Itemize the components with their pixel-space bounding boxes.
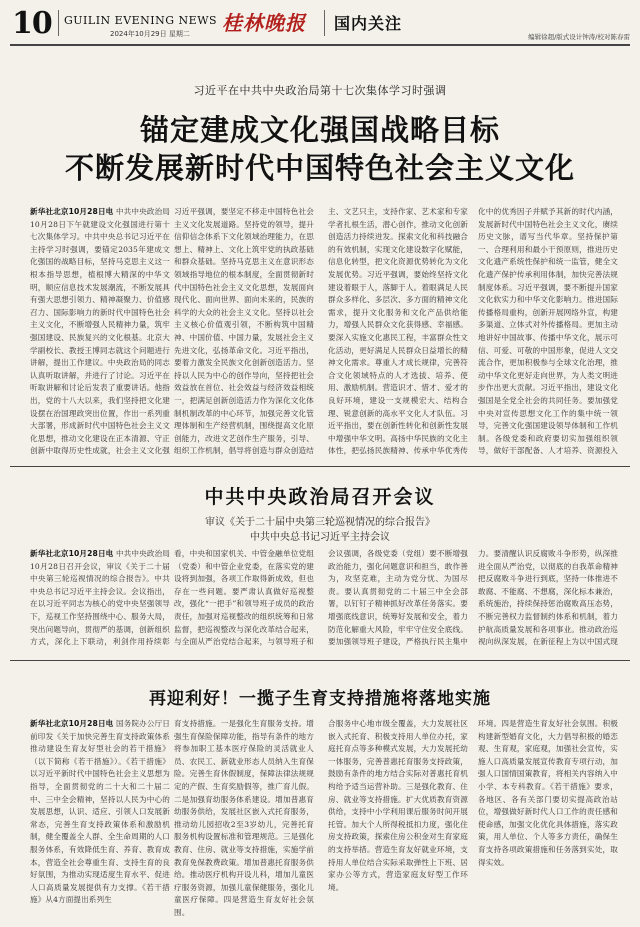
article2-text-3: 会议强调，各级党委（党组）要不断增强政治能力，强化问题意识和担当，敢作善为，攻坚克难，主动为党分忧、为国尽责。要认真贯彻党的二十届三中全会部署，以钉钉子精神抓好改革任务落实。要增强底线意识，统筹好发展和安全，着力防范化解重大风险，牢牢守住安全底线。要加强领导班子建设，严格执行民主集中 — [328, 549, 468, 647]
article2-headline: 中共中央政治局召开会议 — [204, 486, 436, 508]
article1-kicker: 习近平在中共中央政治局第十七次集体学习时强调 — [193, 84, 447, 97]
article2-subtitle-2: 中共中央总书记习近平主持会议 — [250, 532, 390, 543]
article3-column-3 — [328, 718, 468, 918]
article1-column-4 — [478, 206, 618, 456]
page-header — [0, 0, 640, 44]
article2-text-1: 中共中央政治局10月28日召开会议，审议《关于二十届中央第三轮巡视情况的综合报告》。中共中央总书记习近平主持会议。会议指出，在以习近平同志为核心的党中央坚强领导下，巡视工作坚持围绕中心、服务大局，突出问题导向，贯彻严的基调，创新组织方式，深化上下联动，利剑作用持续彰 — [30, 549, 170, 647]
article1-text-1: 中共中央政治局10月28日下午就建设文化强国进行第十七次集体学习。中共中央总书记习近平在主持学习时强调，要锚定2035年建成文化强国的战略目标，坚持马克思主义这一根本指导思想，植根博大精深的中华文明，顺应信息技术发展潮流，不断发展具有强大思想引领力、精神凝聚力、价值感召力、国际影响力的新时代中国特色社会主义文化，不断增强人民精神力量，筑牢强国建设、民族复兴的文化根基。北京大学副校长、教授王博同志就这个问题进行讲解，提出工作建议。中央政治局的同志认真听取讲解，并进行了讨论。习近平在听取讲解和讨论后发表了重要讲话。他指出，党的十八大以来，我们坚持把文化建设摆在治国理政突出位置，作出一系列重大部署，形成新时代中国特色社会主义文化思想，推动文化建设在正本清源、守正创新中取得历史性成就，社会主义文化强 — [30, 207, 170, 456]
article1-column-2 — [174, 206, 314, 456]
article3-column-4 — [478, 718, 618, 918]
article2-column-4 — [478, 548, 618, 648]
article2-column-2 — [174, 548, 314, 648]
article2-dateline: 新华社北京10月28日电 — [30, 549, 114, 558]
issue-date: 2024年10月29日 星期二 — [110, 30, 190, 38]
article1-dateline: 新华社北京10月28日电 — [30, 207, 114, 216]
article1-text-3: 主、文艺只主，支持作家、艺术家和专家学者扎根生活，潜心创作，推动文化创新创造活力持续迸发。探索文化和科技融合的有效机制，实现文化建设数字化赋能，信息化转型，把文化资源优势转化为文化发展优势。习近平强调，要始终坚持文化建设着眼于人，落脚于人。着眼满足人民群众多样化、多层次、多方面的精神文化需求，提升文化服务和文化产品供给能力，增强人民群众文化获得感、幸福感。要深入实施文化惠民工程，丰富群众性文化活动，更好满足人民群众日益增长的精神文化需求。尊重人才成长规律，完善符合文化领域特点的人才选拔、培养、使用、激励机制。营造识才、惜才、爱才的良好环境，建设一支规模宏大、结构合理、锐意创新的高水平文化人才队伍。习近平指出，要在创新性转化和创新性发展中增强中华文明。高扬中华民族的文化主体性，把弘扬民族精神、传承中华优秀传 — [328, 207, 468, 456]
article3-text-4: 环境。四是营造生育友好社会氛围。积极构建新型婚育文化，大力倡导积极的婚恋观、生育观，家庭观，加强社会宣传，实施人口高质量发展宣传教育专项行动，加强人口国情国策教育，将相关内容纳入中小学、本专科教育。《若干措施》要求，各地区、各有关部门要切实提高政治站位，增强做好新时代人口工作的责任感和使命感，加强文化优化具体措施，落实政策，用人单位、个人等多方责任，确保生育支持各项政策措施和任务落到实处，取得实效。 — [478, 719, 618, 867]
article2-subtitle-1: 审议《关于二十届中央第三轮巡视情况的综合报告》 — [205, 517, 435, 528]
editor-line: 编辑徐超/版式设计钟涛/校对陈春雷 — [528, 33, 630, 41]
header-rule — [10, 44, 630, 46]
article3-column-1 — [30, 718, 170, 918]
article3-column-2 — [174, 718, 314, 918]
article2-column-1 — [30, 548, 170, 648]
header-divider — [58, 10, 59, 36]
article1-headline-line1: 锚定建成文化强国战略目标 — [139, 113, 500, 147]
paper-name-en: GUILIN EVENING NEWS — [64, 14, 218, 27]
divider — [10, 466, 630, 467]
article3-dateline: 新华社北京10月28日电 — [30, 719, 114, 728]
article1-headline-line2: 不断发展新时代中国特色社会主义文化 — [64, 151, 575, 185]
section-title: 国内关注 — [334, 14, 403, 33]
article1-column-1 — [30, 206, 170, 456]
article3-text-3: 合服务中心地市级全覆盖，大力发展社区嵌入式托育、积极支持用人单位办托，家庭托育点等多种模式发展，大力发展托幼一体服务，完善普惠托育服务支持政策，鼓励有条件的地方结合实际对普惠托育机构给予适当运营补助。三是强化教育、住房、就业等支持措施。扩大优质教育资源供给，支持中小学利用课后服务时间开展托管。加大个人所得税抵扣力度，强化住房支持政策，探索住房公积金对生育家庭的支持举措。营造生育友好就业环境，支持用人单位结合实际采取弹性上下班、居家办公等方式，营造家庭友好型工作环境。 — [328, 719, 468, 892]
article1-column-3 — [328, 206, 468, 456]
article3-text-2: 育支持措施。一是强化生育服务支持。增强生育保险保障功能，指导有条件的地方将参加职工基本医疗保险的灵活就业人员、农民工、新就业形态人员纳入生育保险。完善生育休假制度，保障法律法规规定的产假、生育奖励假等，推广育儿假。二是加强育幼服务体系建设。增加普惠育幼服务供给，发展社区嵌入式托育服务，推动幼儿园招收2至3岁幼儿，完善托育服务机构设置标准和管理规范。三是强化教育、住房、就业等支持措施，实施学前教育免保教费政策。增加普惠托育服务供给。推动医疗机构开设儿科，增加儿童医疗服务资源，加强儿童保健服务，强化儿童医疗保障。四是营造生育友好社会氛围。 — [174, 719, 314, 917]
article2-text-4: 力。要清醒认识反腐败斗争形势，纵深推进全面从严治党，以彻底的自我革命精神把反腐败斗争进行到底，坚持一体推进不敢腐、不能腐、不想腐，深化标本兼治，系统施治，持续保持惩治腐败高压态势，不断完善权力监督制约体系和机制，着力护航高质量发展和各项事业。推动政治巡视向纵深发展，在新征程上为以中国式现 — [478, 549, 618, 647]
page-number: 10 — [12, 6, 52, 41]
article3-headline: 再迎利好！一揽子生育支持措施将落地实施 — [149, 689, 491, 709]
divider — [10, 660, 630, 661]
header-divider — [324, 10, 325, 36]
paper-logo: 桂林晚报 — [222, 11, 306, 35]
article3-text-1: 国务院办公厅日前印发《关于加快完善生育支持政策体系推动建设生育友好型社会的若干措施》（以下简称《若干措施》）。《若干措施》以习近平新时代中国特色社会主义思想为指导，全面贯彻党的二十大和二十届二中、三中全会精神，坚持以人民为中心的发展思想，认识、适应、引领人口发展新常态，完善生育支持政策体系和激励机制，健全覆盖全人群、全生命周期的人口服务体系，有效降低生育、养育、教育成本，营造全社会尊重生育、支持生育的良好氛围，为推动实现适度生育水平、促进人口高质量发展提供有力支撑。《若干措施》从4方面提出系列生 — [30, 719, 170, 905]
article2-text-2: 看，中央和国家机关、中管金融单位党组（党委）和中管企业党委，在落实党的建设将到加强，各项工作取得新成效，但也存在一些问题。要严肃认真做好巡视整改，强化“一把手”和领导班子成员的政治责任，加强对巡视整改的组织统筹和日常监督，把巡视整改与深化改革结合起来，与全面从严治党结合起来，与领导班子和 — [174, 549, 314, 647]
article1-text-4: 化中的优秀因子并赋予其新的时代内涵，发展新时代中国特色社会主义文化，赓续历史文脉，谱写当代华章。坚持保护第一、合理利用和最小干预原则，推进历史文化遗产系统性保护和统一监管，健全文化遗产保护传承利用体制，加快完善法规制度体系。习近平强调，要不断提升国家文化软实力和中华文化影响力。推进国际传播格局重构，创新开展网络外宣，构建多渠道、立体式对外传播格局。更加主动地讲好中国故事、传播中华文化，展示可信、可爱、可敬的中国形象，促进人文交流合作，更加积极参与全球文化治理，推动中华文化更好走向世界，为人类文明进步作出更大贡献。习近平指出，建设文化强国是全党全社会的共同任务。要加强党中央对宣传思想文化工作的集中统一领导，完善文化强国建设领导体制和工作机制。各级党委和政府要切实加强组织领导，做好干部配备、人才培养、资源投入 — [478, 207, 618, 456]
article1-text-2: 习近平强调，要坚定不移走中国特色社会主义文化发展道路。坚持党的领导，提升信仰信念体系下文化领域治理能力，在思想上、精神上、文化上筑牢党的执政基础和群众基础。坚持马克思主义在意识形态领域指导地位的根本制度，全面贯彻新时代中国特色社会主义文化思想，发展面向现代化、面向世界、面向未来的，民族的科学的大众的社会主义文化。坚持以社会主义核心价值观引领，不断构筑中国精神、中国价值、中国力量，发展社会主义先进文化，弘扬革命文化。习近平指出，要着力激发全民族文化创新创造活力。坚持以人民为中心的创作导向，坚持把社会效益放在首位、社会效益与经济效益相统一，把满足创新创造活力作为深化文化体制机制改革的中心环节，加强完善文化管理体制和生产经营机制，围绕提高文化原创能力，改进文艺创作生产服务，引导、组织工作机制，倡导将创造与群众创造结 — [174, 207, 314, 456]
article2-column-3 — [328, 548, 468, 648]
